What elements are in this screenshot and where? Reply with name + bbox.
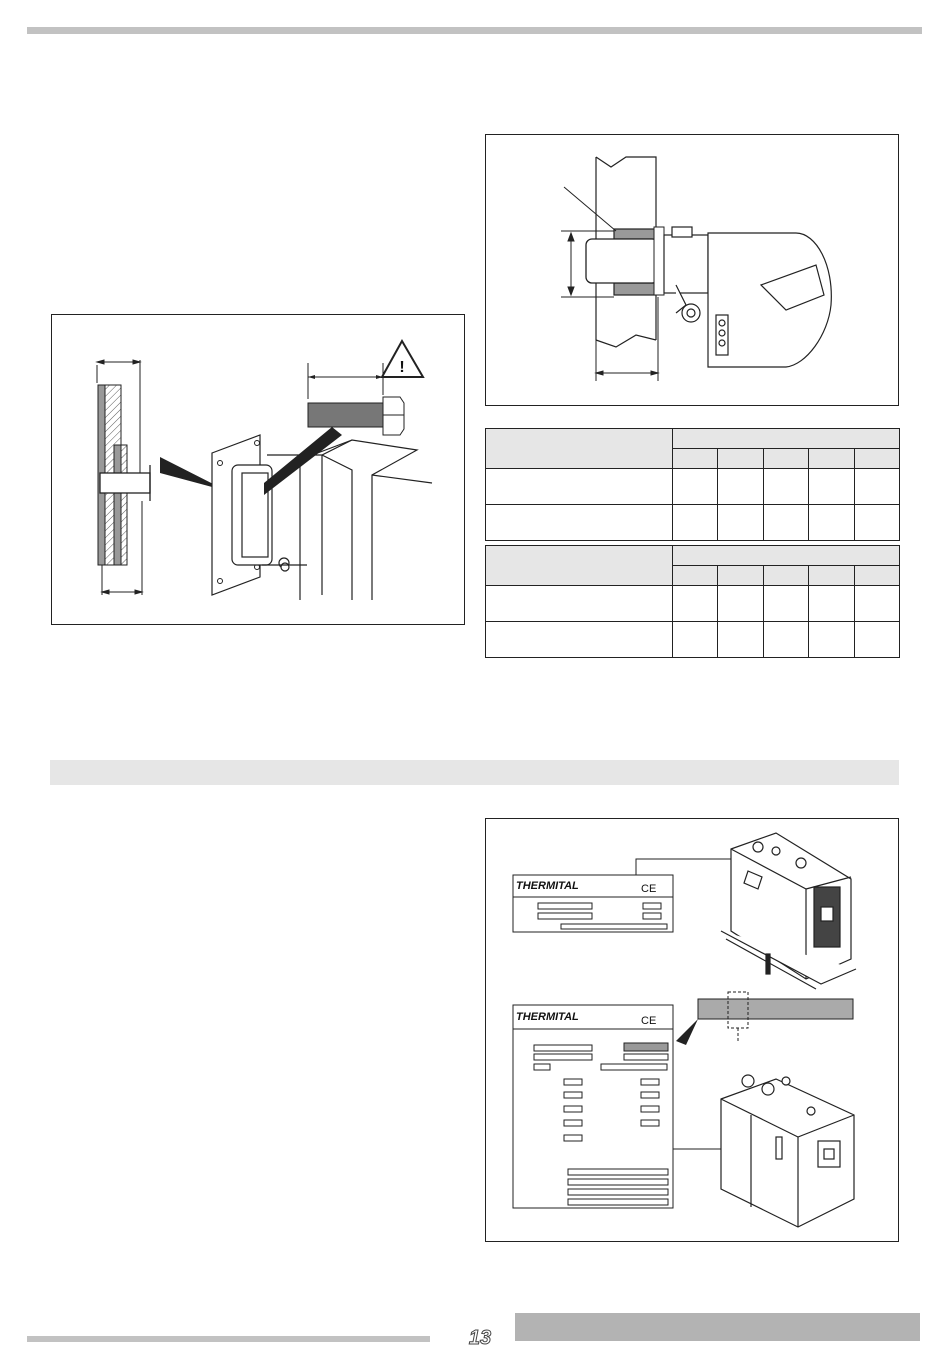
table-header-cell xyxy=(673,429,900,449)
footer-band xyxy=(515,1313,920,1341)
table-header-cell xyxy=(673,546,900,566)
burner-door-drawing xyxy=(52,315,464,624)
table-subheader-cell xyxy=(673,449,718,469)
ce-mark-icon: CE xyxy=(641,883,657,895)
bottom-nameplate xyxy=(513,1005,673,1208)
table-header-cell xyxy=(486,546,673,586)
table-row xyxy=(486,586,900,622)
pointer-arrow xyxy=(676,1019,698,1045)
boiler-body xyxy=(232,440,432,600)
page-number: 13 xyxy=(468,1327,492,1349)
thermital-logo: THERMITAL xyxy=(516,1011,579,1023)
nameplate-figure xyxy=(485,818,899,1242)
warning-icon xyxy=(382,341,423,377)
dimension-table-2 xyxy=(485,545,900,658)
top-nameplate xyxy=(513,875,673,932)
table-subheader-cell xyxy=(763,449,808,469)
label-band xyxy=(698,999,853,1019)
table-subheader-cell xyxy=(809,449,854,469)
table-subheader-cell xyxy=(718,449,763,469)
table-row xyxy=(486,622,900,658)
section-header-band xyxy=(50,760,899,785)
burner-door-figure xyxy=(51,314,465,625)
table-subheader-cell xyxy=(854,566,899,586)
table-header-cell xyxy=(486,429,673,469)
nameplate-drawing xyxy=(486,819,898,1241)
dimension-table-1 xyxy=(485,428,900,541)
thermital-logo: THERMITAL xyxy=(516,880,579,892)
boiler-casing-icon xyxy=(721,833,856,989)
burner-installation-drawing xyxy=(486,135,898,405)
table-row xyxy=(486,505,900,541)
leader-line xyxy=(564,187,616,231)
burner-tube xyxy=(586,239,658,283)
ce-mark-icon: CE xyxy=(641,1015,657,1027)
burner-installation-figure xyxy=(485,134,899,406)
svg-text:!: ! xyxy=(399,359,405,376)
burner-flange xyxy=(654,227,664,295)
footer-bar xyxy=(27,1336,430,1342)
table-subheader-cell xyxy=(854,449,899,469)
header-bar xyxy=(27,27,922,34)
table-subheader-cell xyxy=(763,566,808,586)
boiler-closed-icon xyxy=(721,1075,854,1227)
burner-body xyxy=(664,227,831,367)
table-row xyxy=(486,469,900,505)
connector-line xyxy=(636,859,736,875)
table-subheader-cell xyxy=(673,566,718,586)
table-subheader-cell xyxy=(809,566,854,586)
table-subheader-cell xyxy=(718,566,763,586)
